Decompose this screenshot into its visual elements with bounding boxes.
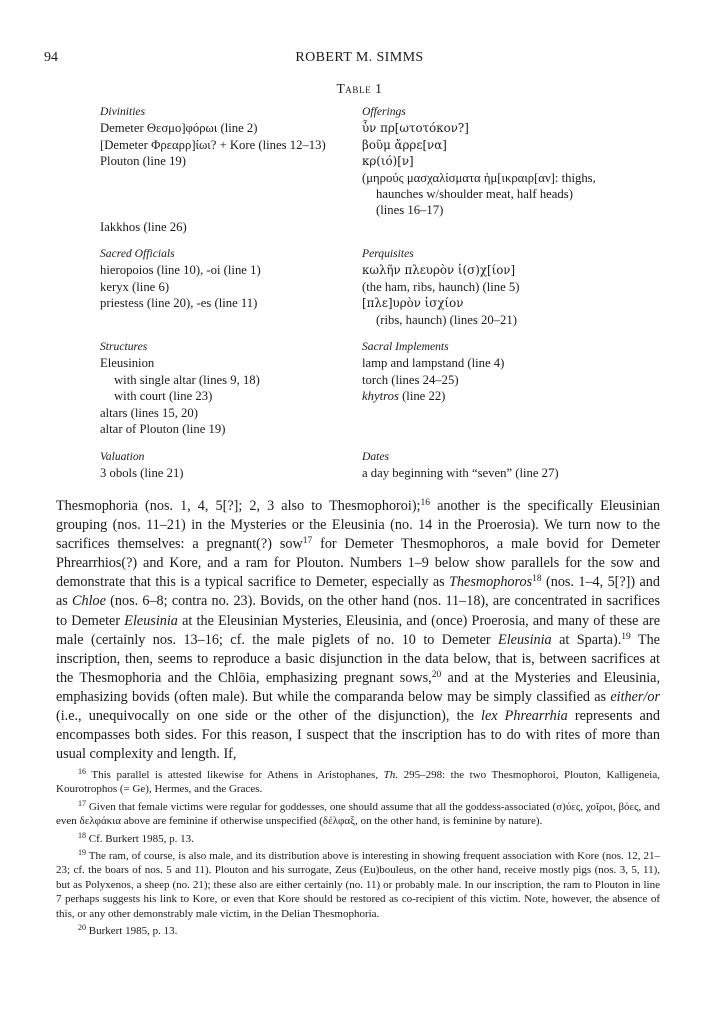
- footnote-ref-20[interactable]: 20: [431, 669, 442, 680]
- italic-run: lex Phrearrhia: [481, 708, 568, 725]
- text-run: at the Eleusinian Mysteries, Eleusinia, and (once) Proerosia, and many of these are male (certainly nos. 13–16; cf. the male piglets of no. 10 to Demeter: [56, 612, 660, 648]
- footnote-19: [56, 849, 660, 921]
- implement-line: torch (lines 24–25): [362, 372, 459, 387]
- text-run: and at the Mysteries and Eleusinia, emphasizing bovids (often male). But while the comparanda below may be simply classified as: [56, 669, 660, 705]
- page-number: 94: [44, 50, 58, 65]
- italic-run: Eleusinia: [498, 631, 552, 648]
- footnote-text: 295–298: the two Thesmophoroi, Plouton, Kalligeneia, Kourotrophos (= Ge), Hermes, and the Graces.: [56, 769, 660, 796]
- text-run: for Demeter Thesmophoros, a male bovid for Demeter Phrearrhios(?) and Kore, and a ram for Plouton. Numbers 1–9 below show parallels for the sow and demonstrate that this is a typical sacrifice to Demeter, especially as: [56, 536, 660, 591]
- footnote-number: 16: [78, 767, 86, 776]
- running-head: ROBERT M. SIMMS: [295, 50, 424, 65]
- divinity-iakkhos-row: [100, 219, 640, 235]
- perquisites-heading: Perquisites: [362, 247, 414, 260]
- italic-run: Th.: [383, 769, 399, 781]
- divinity-line: Iakkhos (line 26): [100, 220, 187, 234]
- text-run: another is the specifically Eleusinian grouping (nos. 11–21) in the Mysteries or the Eleusinia (no. 14 in the Proerosia). We turn now to the sacrifices themselves: a pregnant(?) sow: [56, 498, 660, 553]
- offerings-column: [362, 104, 642, 219]
- table-row-divinities-offerings: [100, 104, 640, 224]
- sacral-implements-heading: Sacral Implements: [362, 340, 449, 353]
- table-row-structures-implements: [100, 339, 640, 439]
- offering-line: haunches w/shoulder meat, half heads): [376, 187, 573, 202]
- structure-line: with court (line 23): [114, 389, 213, 404]
- offering-line: (μηρούς μασχαλίσματα ἡμ[ικραιρ[αν]: thighs,: [362, 170, 596, 185]
- text-run: at Sparta).: [551, 631, 622, 648]
- sacred-officials-column: [100, 246, 355, 312]
- text-run: represents and encompasses both sides. For this reason, I suspect that the inscription has to do with rites of more than usual complexity and length. If,: [56, 708, 660, 763]
- official-line: priestess (line 20), -es (line 11): [100, 296, 258, 311]
- footnote-text: Burkert 1985, p. 13.: [86, 925, 178, 938]
- footnote-number: 19: [78, 848, 86, 858]
- offerings-heading: Offerings: [362, 105, 406, 118]
- structure-line: altar of Plouton (line 19): [100, 422, 226, 437]
- implement-italic: khytros: [362, 389, 399, 404]
- perquisite-line: (the ham, ribs, haunch) (line 5): [362, 279, 520, 294]
- divinities-heading: Divinities: [100, 105, 146, 118]
- divinity-line: [Demeter Φρεαρρ]ίωι? + Kore (lines 12–13): [100, 137, 326, 152]
- text-run: Thesmophoria (nos. 1, 4, 5[?]; 2, 3 also to Thesmophoroi);: [56, 498, 421, 514]
- divinity-line: Plouton (line 19): [100, 154, 186, 169]
- text-run: The inscription, then, seems to reproduce a basic disjunction in the data below, that is, between sacrifices at the Thesmophoria and the Chlōia, emphasizing pregnant sows,: [56, 631, 660, 686]
- footnote-ref-16[interactable]: 16: [420, 498, 430, 508]
- offering-line: κρ(ιό)[ν]: [362, 154, 414, 169]
- perquisite-line: [πλε]υρὸν ἰσχίον: [362, 296, 464, 311]
- structure-line: with single altar (lines 9, 18): [114, 372, 260, 387]
- footnote-ref-17[interactable]: 17: [302, 536, 313, 547]
- implement-line: [362, 388, 642, 404]
- perquisite-line: κωλῆν πλευρὸν ἰ(σ)χ[ίον]: [362, 263, 516, 278]
- table-row-officials-perquisites: [100, 246, 640, 332]
- official-line: keryx (line 6): [100, 279, 170, 294]
- italic-run: Chloe: [72, 593, 106, 610]
- footnote-text: Cf. Burkert 1985, p. 13.: [86, 832, 194, 845]
- sacred-officials-heading: Sacred Officials: [100, 247, 175, 260]
- perquisites-column: [362, 246, 642, 328]
- paragraph: [56, 497, 660, 764]
- footnote-16: [56, 768, 660, 797]
- offering-line: βοῦμ ἄρρε[να]: [362, 137, 447, 152]
- table-row-valuation-dates: [100, 449, 640, 485]
- italic-run: either/or: [610, 688, 660, 705]
- structures-heading: Structures: [100, 340, 148, 353]
- footnote-text: This parallel is attested likewise for Athens in Aristophanes,: [86, 769, 384, 781]
- sacral-implements-column: [362, 339, 642, 405]
- footnotes: [56, 768, 660, 941]
- footnote-number: 18: [78, 830, 86, 840]
- footnote-number: 17: [78, 798, 86, 808]
- offering-line: (lines 16–17): [376, 203, 444, 218]
- dates-column: [362, 449, 642, 482]
- divinities-column: [100, 104, 355, 170]
- official-line: hieropoios (line 10), -oi (line 1): [100, 263, 261, 278]
- structures-column: [100, 339, 355, 437]
- valuation-heading: Valuation: [100, 450, 145, 463]
- text-run: (nos. 1–4, 5[?]) and as: [56, 574, 660, 610]
- footnote-18: [56, 832, 660, 846]
- body-paragraph: [56, 497, 660, 764]
- date-line: a day beginning with “seven” (line 27): [362, 466, 559, 481]
- text-run: (i.e., unequivocally on one side or the other of the disjunction), the: [56, 708, 482, 725]
- footnote-text: The ram, of course, is also male, and its distribution above is interesting in showing frequent association with Kore (nos. 12, 21–23; cf. the boars of nos. 5 and 11). Plouton and his surrogate, Zeus (Eu)bouleus, on the other hand, receive mostly pigs (nos. 3, 5, 11), but as Polyxenos, a sheep (no. 21); these also are either certainly (no. 11) or probably male. In our inscription, the ram to Plouton in line 7 perhaps suggests his link to Kore, or even that Kore should be restored as co-recipient of this victim. Note, however, the absence of this, or any other demonstrably male victim, in the Delian Thesmophoria.: [56, 850, 660, 920]
- footnote-ref-19[interactable]: 19: [621, 631, 631, 642]
- italic-run: Thesmophoros: [449, 574, 533, 591]
- table-title: Table 1: [336, 81, 383, 96]
- offering-line: ὗν πρ[ωτοτόκον?]: [362, 121, 469, 136]
- footnote-ref-18[interactable]: 18: [532, 574, 542, 585]
- footnote-17: [56, 800, 660, 829]
- dates-heading: Dates: [362, 450, 390, 463]
- structure-line: altars (lines 15, 20): [100, 405, 198, 420]
- footnote-20: [56, 924, 660, 938]
- text-run: (nos. 6–8; contra no. 23). Bovids, on the other hand (nos. 11–18), are concentrated in sacrifices to Demeter: [56, 593, 660, 629]
- implement-rest: (line 22): [398, 389, 446, 404]
- structure-line: Eleusinion: [100, 356, 155, 371]
- divinity-line: Demeter Θεσμο]φόρωι (line 2): [100, 121, 258, 136]
- perquisite-line: (ribs, haunch) (lines 20–21): [376, 312, 517, 327]
- italic-run: Eleusinia: [124, 612, 178, 629]
- implement-line: lamp and lampstand (line 4): [362, 356, 505, 371]
- footnote-text: Given that female victims were regular for goddesses, one should assume that all the goddess-associated (σ)ύες, χοῖροι, βόες, and even δελφάκια above are feminine if otherwise unspecified (δέλφαξ, on the other hand, is feminine by nature).: [56, 800, 660, 828]
- footnote-number: 20: [78, 923, 86, 933]
- valuation-column: [100, 449, 355, 482]
- valuation-line: 3 obols (line 21): [100, 466, 184, 481]
